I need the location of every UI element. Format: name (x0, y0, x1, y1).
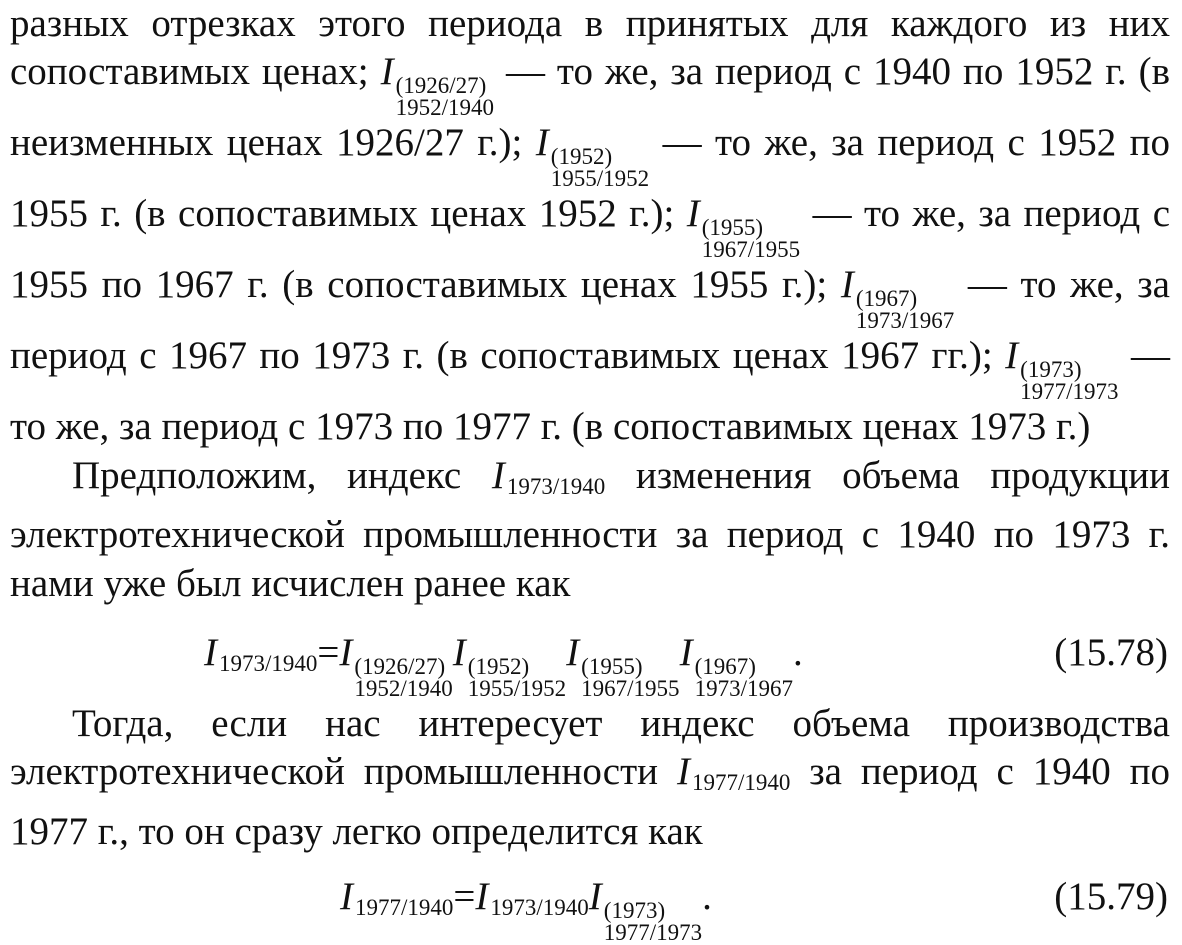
index-symbol: I (1005, 334, 1019, 378)
index-scripts (856, 288, 954, 332)
index-scripts (604, 900, 702, 944)
subscript: 1977/1940 (691, 770, 791, 796)
text-segment: Предположим, индекс (72, 453, 462, 497)
superscript: (1973) (603, 898, 666, 924)
paragraph-2 (10, 452, 1170, 608)
formula-15-78 (10, 620, 1170, 702)
text-segment: — то же, за период с 1952 по 1955 г. (в сопоставимых ценах 1952 г.); (10, 121, 1170, 236)
index-symbol: I (475, 875, 489, 919)
equation-number: (15.79) (1054, 875, 1168, 919)
subscript: 1973/1967 (855, 308, 955, 334)
superscript: (1955) (581, 654, 643, 680)
index-scripts (396, 75, 494, 119)
subscript: 1955/1952 (550, 166, 650, 192)
subscript: 1973/1940 (490, 895, 589, 921)
superscript: (1952) (550, 144, 613, 170)
index-scripts (551, 146, 649, 190)
subscript: 1973/1940 (506, 473, 606, 499)
text-segment: разных отрезках этого периода в принятых для каждого из них сопоставимых ценах; (10, 2, 1170, 94)
index-symbol: I (686, 192, 700, 236)
subscript: 1973/1940 (219, 651, 318, 677)
index-scripts (354, 656, 452, 700)
index-symbol: I (204, 631, 217, 675)
index-scripts (468, 656, 566, 700)
subscript: 1967/1955 (581, 676, 680, 702)
index-scripts (581, 656, 679, 700)
index-symbol: I (339, 631, 353, 675)
subscript: 1977/1940 (355, 895, 454, 921)
text-segment: — то же, за период с 1973 по 1977 г. (в сопоставимых ценах 1973 г.) (10, 334, 1170, 449)
subscript: 1967/1955 (701, 237, 801, 263)
index-scripts (702, 217, 800, 261)
text-segment: Тогда, если нас интересует индекс объема производства электротехнической промышленности (10, 702, 1170, 794)
superscript: (1926/27) (395, 73, 487, 99)
formula-expression (204, 620, 803, 700)
text-segment: — то же, за период с 1967 по 1973 г. (в сопоставимых ценах 1967 гг.); (10, 263, 1170, 378)
subscript: 1977/1973 (1020, 379, 1119, 405)
paragraph-3 (10, 700, 1170, 856)
superscript: (1967) (855, 286, 918, 312)
text-segment: — то же, за период с 1955 по 1967 г. (в сопоставимых ценах 1955 г.); (10, 192, 1171, 307)
text-segment: изменения объема продукции электротехнической промышленности за период с 1940 по 1973 г. нами уже был исчислен ранее как (10, 453, 1170, 605)
text-segment: — то же, за период с 1940 по 1952 г. (в неизменных ценах 1926/27 г.); (10, 50, 1170, 165)
equals-sign: = (453, 875, 476, 919)
subscript: 1952/1940 (395, 95, 494, 121)
subscript: 1952/1940 (354, 676, 453, 702)
index-symbol: I (840, 263, 854, 307)
index-symbol: I (452, 631, 466, 675)
index-symbol: I (566, 631, 580, 675)
superscript: (1973) (1020, 357, 1082, 383)
formula-period: . (792, 631, 803, 675)
index-symbol: I (535, 121, 549, 165)
superscript: (1952) (467, 654, 530, 680)
index-symbol: I (380, 50, 394, 94)
superscript: (1967) (694, 654, 756, 680)
subscript: 1973/1967 (694, 676, 793, 702)
superscript: (1955) (701, 215, 764, 241)
index-symbol: I (340, 875, 353, 919)
formula-15-79 (10, 864, 1170, 945)
index-symbol: I (588, 875, 602, 919)
superscript: (1926/27) (354, 654, 446, 680)
text-segment: за период с 1940 по 1977 г., то он сразу легко определится как (10, 750, 1171, 853)
formula-expression (340, 864, 712, 944)
index-scripts (695, 656, 793, 700)
index-symbol: I (491, 453, 505, 497)
subscript: 1955/1952 (467, 676, 567, 702)
index-symbol: I (676, 750, 690, 794)
index-scripts (1020, 359, 1118, 403)
equals-sign: = (317, 631, 340, 675)
formula-period: . (702, 875, 712, 919)
equation-number: (15.78) (1054, 631, 1168, 675)
paragraph-1 (10, 0, 1170, 452)
subscript: 1977/1973 (603, 920, 703, 945)
index-symbol: I (679, 631, 693, 675)
